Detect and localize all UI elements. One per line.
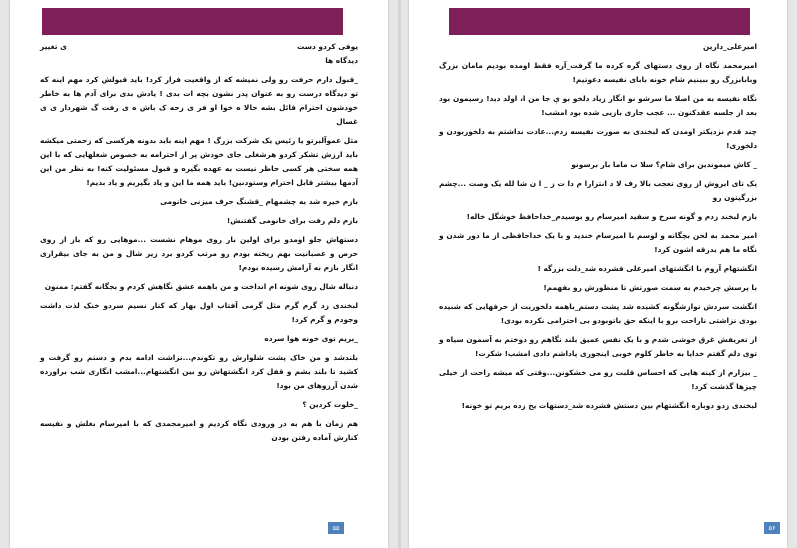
paragraph: امیرمحمد نگاه از روی دستهای گره کرده ما گرفت_آره فقط اومده بودیم مامان بزرگ وبابابزرگ رو ببینیم شام خونه بابای نفیسه دعوتیم! bbox=[439, 61, 757, 84]
paragraph: _قبول دارم حرفت رو ولی نمیشه که از واقعیت فرار کرد! باید قبولش کرد مهم اینه که تو دیدگاه درست رو به عنوان پدر نشون بچه ات بدی ! یادش بدی برای آدم ها به خاطر خودشون احترام قائل بشه حالا ه خوا او فر ی زحه ک باش ه ی رفت گ شهردار ی ی غسال bbox=[40, 75, 358, 126]
paragraph: مثل عموآلبرتو یا رئیس یک شرکت بزرگ ! مهم اینه باید بدونه هرکسی که زحمتی میکشه باید ارزش تشکر کردو هرشغلی جای خودش پر از احترامه به خصوص شغلهایی که با این همه سختی هر کسی حاظر نیست به عهده بگیره و قبول مسئولیت کنه! به نظر من این آدمها بیشتر قابل احترام وستودنین! باید همه ما این و یاد بگیریم و یاد بدیم! bbox=[40, 136, 358, 187]
paragraph: بازم لبخند زدم و گونه سرخ و سفید امیرسام رو بوسیدم_خداحافظ خوشگل خاله! bbox=[466, 212, 757, 221]
paragraph: یک تای ابروش از روی تعجب بالا رف لا د انتزارا م دا ت ز _ ا ن شا لله یک وصت ...چشم بزرگیتون رو bbox=[439, 179, 757, 202]
page-number: ۵۶ bbox=[764, 522, 780, 534]
paragraph: لبخندی زدو دوباره انگشتهام بین دستش فشرده شد_دستهات یخ زده بریم تو خونه! bbox=[461, 401, 757, 410]
book-spine bbox=[398, 0, 401, 548]
paragraph: امیر محمد به لحن بچگانه و لوسم با امیرسام خندید و با یک خداحافظی از ما دور شدن و نگاه ما هم بدرقه اشون کرد! bbox=[439, 231, 757, 254]
page-55 bbox=[10, 0, 388, 548]
paragraph: نگاه نفیسه به من اصلا ما سرشو نو انگار زیاد دلخو بو ې جا من ا، اولد دید! رسیمون بود بعد از جلسه عقدکنون ... عجب جاری بازیی شده بود امشب! bbox=[439, 94, 757, 117]
paragraph: _خلوت کردین ؟ bbox=[302, 400, 358, 409]
paragraph: چند قدم نزدیکتر اومدن که لبخندی به صورت نفیسه زدم...عادت نداشتم به دلخوربودن و دلخوری! bbox=[439, 127, 757, 150]
paragraph: _ کاش میموندین برای شام؟ سلا ب ماما بار برسونو bbox=[571, 160, 757, 169]
page-number: ۵۵ bbox=[328, 522, 344, 534]
paragraph: هم زمان با هم به در ورودی نگاه کردیم و امیرمحمدی که با امیرسام بغلش و نفیسه کنارش آماده رفتن بودن bbox=[40, 419, 358, 442]
header-bar bbox=[449, 8, 750, 35]
paragraph: از تعریفش غرق خوشی شدم و با یک نفس عمیق بلند نگاهم رو دوختم به آسمون سیاه و توی دلم گفتم خدایا به خاطر کلوم خوبی اینجوری پاداشم دادی امشب! شکرت! bbox=[439, 335, 757, 358]
paragraph: لبخندی زد گرم گرم مثل گرمی آفتاب اول بهار که کنار نسیم سردو خنک لذت داشت وجودم و گرم کرد! bbox=[40, 301, 358, 324]
paragraph: انگشت سردش نوازشگونه کشیده شد پشت دستم_باهمه دلخوریت از حرفهایی که شنیده بودی نزاشتی ناراحت برو با اینکه حق باتوبودو بی احترامی نکرده بودی! bbox=[439, 302, 757, 325]
chapter-subtitle: دیدگاه ها bbox=[325, 56, 358, 65]
paragraph: بازم دلم رفت برای خانومی گفتنش! bbox=[226, 216, 358, 225]
paragraph: با پرسش چرخیدم به سمت صورتش تا منظورش رو بفهمم! bbox=[543, 283, 757, 292]
paragraph: _ بیزارم از کینه هایی که احساس قلبت رو می خشکونن...وقتی که میشه راحت از خیلی چیزها گذشت کرد! bbox=[439, 368, 757, 391]
paragraph: بازم خیره شد به چشمهام _قشنگ حرف میزنی خانومی bbox=[160, 197, 358, 206]
paragraph: بلندشد و من خاک پشت شلوارش رو تکوندم...نزاشت ادامه بدم و دستم رو گرفت و کشید تا بلند بشم و قفل کرد انگشتهاش رو بین انگشتهام...امشب انگاری شب براورده شدن آرزوهای من بود! bbox=[40, 353, 358, 390]
paragraph: انگشتهام آروم با انگشتهای امیرعلی فشرده شد_دلت بزرگه ! bbox=[537, 264, 757, 273]
chapter-title-row bbox=[40, 40, 358, 54]
page-content bbox=[439, 40, 757, 418]
page-56 bbox=[409, 0, 787, 548]
paragraph: دستهاش جلو اومدو برای اولین بار روی موهام نشست ...موهایی رو که باز از روی حرص و عصبانیت بهم ریخته بودم رو مرتب کردو برد زیر شال و من به جای بیقراری انگار بازم به آرامش رسیده بودم! bbox=[40, 235, 358, 272]
chapter-title-right: یوفی کردو دست bbox=[296, 42, 358, 51]
chapter-title-left: ی تغییر bbox=[40, 42, 67, 51]
paragraph: دنباله شال روی شونه ام انداخت و من باهمه عشق نگاهش کردم و بجگانه گفتم: ممنون bbox=[44, 282, 358, 291]
header-bar bbox=[42, 8, 343, 35]
chapter-title: امیرعلی_دارین bbox=[703, 42, 757, 51]
paragraph: _بریم توی خونه هوا سرده bbox=[264, 334, 358, 343]
page-content bbox=[40, 40, 358, 450]
